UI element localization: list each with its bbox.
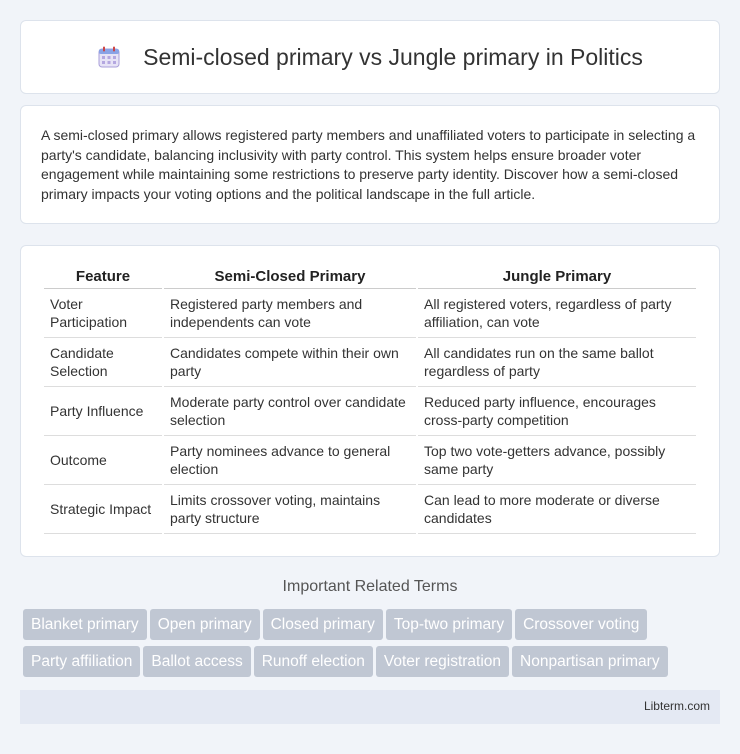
title-card — [20, 20, 720, 94]
table-cell: All candidates run on the same ballot regardless of party — [418, 338, 696, 387]
table-cell: Reduced party influence, encourages cross-party competition — [418, 387, 696, 436]
term-tag-voter-registration[interactable]: Voter registration — [376, 646, 509, 677]
footer — [20, 690, 720, 724]
footer-site-link[interactable]: Libterm.com — [643, 699, 710, 713]
table-cell: Party Influence — [44, 387, 162, 436]
header-semi-closed: Semi-Closed Primary — [164, 264, 416, 289]
table-cell: Registered party members and independents can vote — [164, 289, 416, 338]
term-tag-blanket-primary[interactable]: Blanket primary — [23, 609, 147, 640]
table-header-row — [44, 264, 696, 289]
table-row — [44, 436, 696, 485]
header-jungle: Jungle Primary — [418, 264, 696, 289]
table-row — [44, 387, 696, 436]
related-terms-heading: Important Related Terms — [282, 578, 458, 595]
table-row — [44, 338, 696, 387]
table-cell: Candidate Selection — [44, 338, 162, 387]
table-cell: Can lead to more moderate or diverse candidates — [418, 485, 696, 534]
term-tag-crossover-voting[interactable]: Crossover voting — [515, 609, 647, 640]
table-cell: Limits crossover voting, maintains party structure — [164, 485, 416, 534]
intro-card — [20, 105, 720, 224]
term-tag-runoff-election[interactable]: Runoff election — [254, 646, 373, 677]
table-cell: Party nominees advance to general election — [164, 436, 416, 485]
table-row — [44, 485, 696, 534]
header-feature: Feature — [44, 264, 162, 289]
term-tag-nonpartisan-primary[interactable]: Nonpartisan primary — [512, 646, 668, 677]
table-cell: Candidates compete within their own party — [164, 338, 416, 387]
term-tag-ballot-access[interactable]: Ballot access — [143, 646, 250, 677]
term-tag-open-primary[interactable]: Open primary — [150, 609, 260, 640]
table-cell: All registered voters, regardless of party affiliation, can vote — [418, 289, 696, 338]
intro-text: A semi-closed primary allows registered party members and unaffiliated voters to participate in selecting a party's candidate, balancing inclusivity with party control. This system helps ensure broader voter engagement while maintaining some restrictions to preserve party identity. Discover how a semi-closed primary impacts your voting options and the political landscape in the full article. — [41, 127, 696, 202]
term-tag-party-affiliation[interactable]: Party affiliation — [23, 646, 140, 677]
table-cell: Voter Participation — [44, 289, 162, 338]
term-tag-closed-primary[interactable]: Closed primary — [263, 609, 383, 640]
table-row — [44, 289, 696, 338]
calendar-icon — [97, 45, 121, 69]
related-terms-list — [23, 609, 723, 683]
comparison-table-card — [20, 245, 720, 557]
table-cell: Strategic Impact — [44, 485, 162, 534]
term-tag-top-two-primary[interactable]: Top-two primary — [386, 609, 512, 640]
page-title: Semi-closed primary vs Jungle primary in Politics — [143, 43, 643, 70]
table-cell: Outcome — [44, 436, 162, 485]
table-cell: Moderate party control over candidate selection — [164, 387, 416, 436]
table-cell: Top two vote-getters advance, possibly same party — [418, 436, 696, 485]
comparison-table — [42, 264, 698, 534]
